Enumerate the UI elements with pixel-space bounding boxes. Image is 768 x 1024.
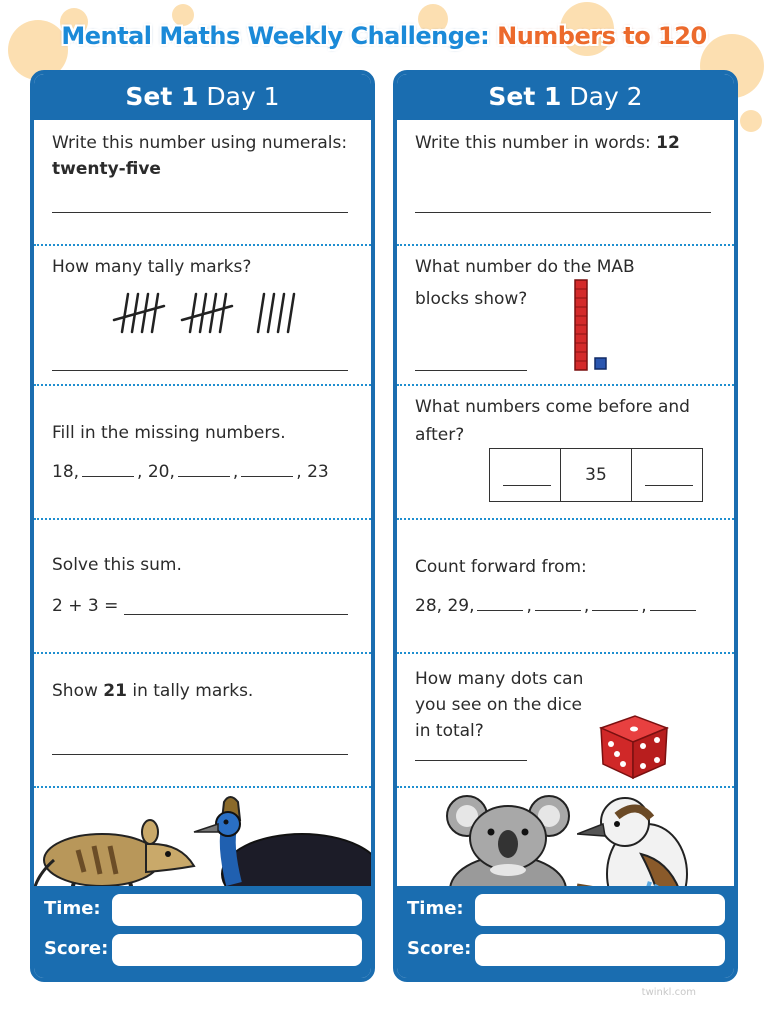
middle-box: [561, 449, 632, 501]
answer-line[interactable]: [415, 212, 711, 213]
after-box[interactable]: [632, 449, 702, 501]
blank-input[interactable]: [82, 462, 134, 477]
day1-q4-text: Solve this sum.: [52, 555, 182, 575]
day2-q1-prompt: [415, 130, 720, 156]
day1-q5-prompt: [52, 678, 357, 704]
blank-input[interactable]: [241, 462, 293, 477]
time-label: Time:: [44, 898, 101, 919]
time-label: Time:: [407, 898, 464, 919]
day2-q3-text-a: What numbers come before and: [415, 397, 690, 417]
blank-input[interactable]: [650, 596, 696, 611]
day2-set-label: Set 1: [488, 82, 562, 111]
day2-q4-text: Count forward from:: [415, 557, 587, 577]
page-title: [0, 22, 768, 50]
day1-question-1: [34, 120, 371, 246]
answer-line[interactable]: [124, 614, 348, 615]
day1-q2-text: How many tally marks?: [52, 257, 252, 277]
day2-q4-sequence: 28, 29, , , ,: [415, 596, 699, 616]
blank-input[interactable]: [535, 596, 581, 611]
day2-header: [397, 74, 734, 120]
seq-part: , 20,: [137, 462, 175, 482]
middle-number: 35: [585, 465, 607, 485]
answer-line[interactable]: [415, 370, 527, 371]
day2-question-5: [397, 654, 734, 788]
day2-question-3: [397, 386, 734, 520]
seq-part: 28, 29,: [415, 596, 475, 616]
seq-part: 18,: [52, 462, 80, 482]
day2-q1-text: Write this number in words:: [415, 133, 651, 153]
day2-q3-text-b: after?: [415, 425, 465, 445]
score-input[interactable]: [475, 934, 725, 966]
day1-card: [30, 70, 375, 982]
before-after-boxes: [489, 448, 703, 502]
before-box[interactable]: [490, 449, 561, 501]
dice-icon: [591, 698, 675, 782]
day2-q5-text: How many dots can you see on the dice in total?: [415, 669, 584, 741]
decor-bubble: [740, 110, 762, 132]
day2-card: [393, 70, 738, 982]
watermark: twinkl.com: [641, 987, 696, 998]
score-label: Score:: [44, 938, 109, 959]
score-input[interactable]: [112, 934, 362, 966]
day2-day-label: Day 2: [569, 82, 643, 111]
day2-question-2: [397, 246, 734, 386]
score-label: Score:: [407, 938, 472, 959]
title-topic: Numbers to 120: [497, 22, 707, 50]
day1-question-4: [34, 520, 371, 654]
day1-question-3: [34, 386, 371, 520]
day2-footer: [397, 886, 734, 978]
day1-q4-sum: 2 + 3 =: [52, 596, 119, 616]
day1-q3-sequence: [52, 462, 329, 482]
day1-q3-text: Fill in the missing numbers.: [52, 423, 286, 443]
day1-day-label: Day 1: [206, 82, 280, 111]
day1-question-5: [34, 654, 371, 788]
day2-question-1: [397, 120, 734, 246]
day1-q1-bold: twenty-five: [52, 159, 161, 179]
day2-q2-text-b: blocks show?: [415, 289, 528, 309]
day1-question-2: [34, 246, 371, 386]
day2-question-4: [397, 520, 734, 654]
day2-q2-text-a: What number do the MAB: [415, 257, 635, 277]
seq-part: , 23: [296, 462, 329, 482]
day1-footer: [34, 886, 371, 978]
blank-input[interactable]: [645, 471, 693, 486]
blank-input[interactable]: [178, 462, 230, 477]
day1-header: [34, 74, 371, 120]
day1-q5-post: in tally marks.: [132, 681, 254, 701]
answer-line[interactable]: [52, 754, 348, 755]
day1-q1-prompt: [52, 130, 357, 182]
day1-q5-bold: 21: [103, 681, 127, 701]
tally-marks-icon: [112, 288, 312, 338]
time-input[interactable]: [475, 894, 725, 926]
mab-blocks-icon: [567, 278, 617, 374]
seq-part: ,: [232, 462, 239, 482]
day1-q5-pre: Show: [52, 681, 98, 701]
answer-line[interactable]: [415, 760, 527, 761]
time-input[interactable]: [112, 894, 362, 926]
day1-set-label: Set 1: [125, 82, 199, 111]
day1-q1-text: Write this number using numerals:: [52, 133, 348, 153]
blank-input[interactable]: [503, 471, 551, 486]
day2-q1-bold: 12: [656, 133, 680, 153]
title-main: Mental Maths Weekly Challenge:: [61, 22, 490, 50]
blank-input[interactable]: [592, 596, 638, 611]
blank-input[interactable]: [477, 596, 523, 611]
answer-line[interactable]: [52, 212, 348, 213]
answer-line[interactable]: [52, 370, 348, 371]
